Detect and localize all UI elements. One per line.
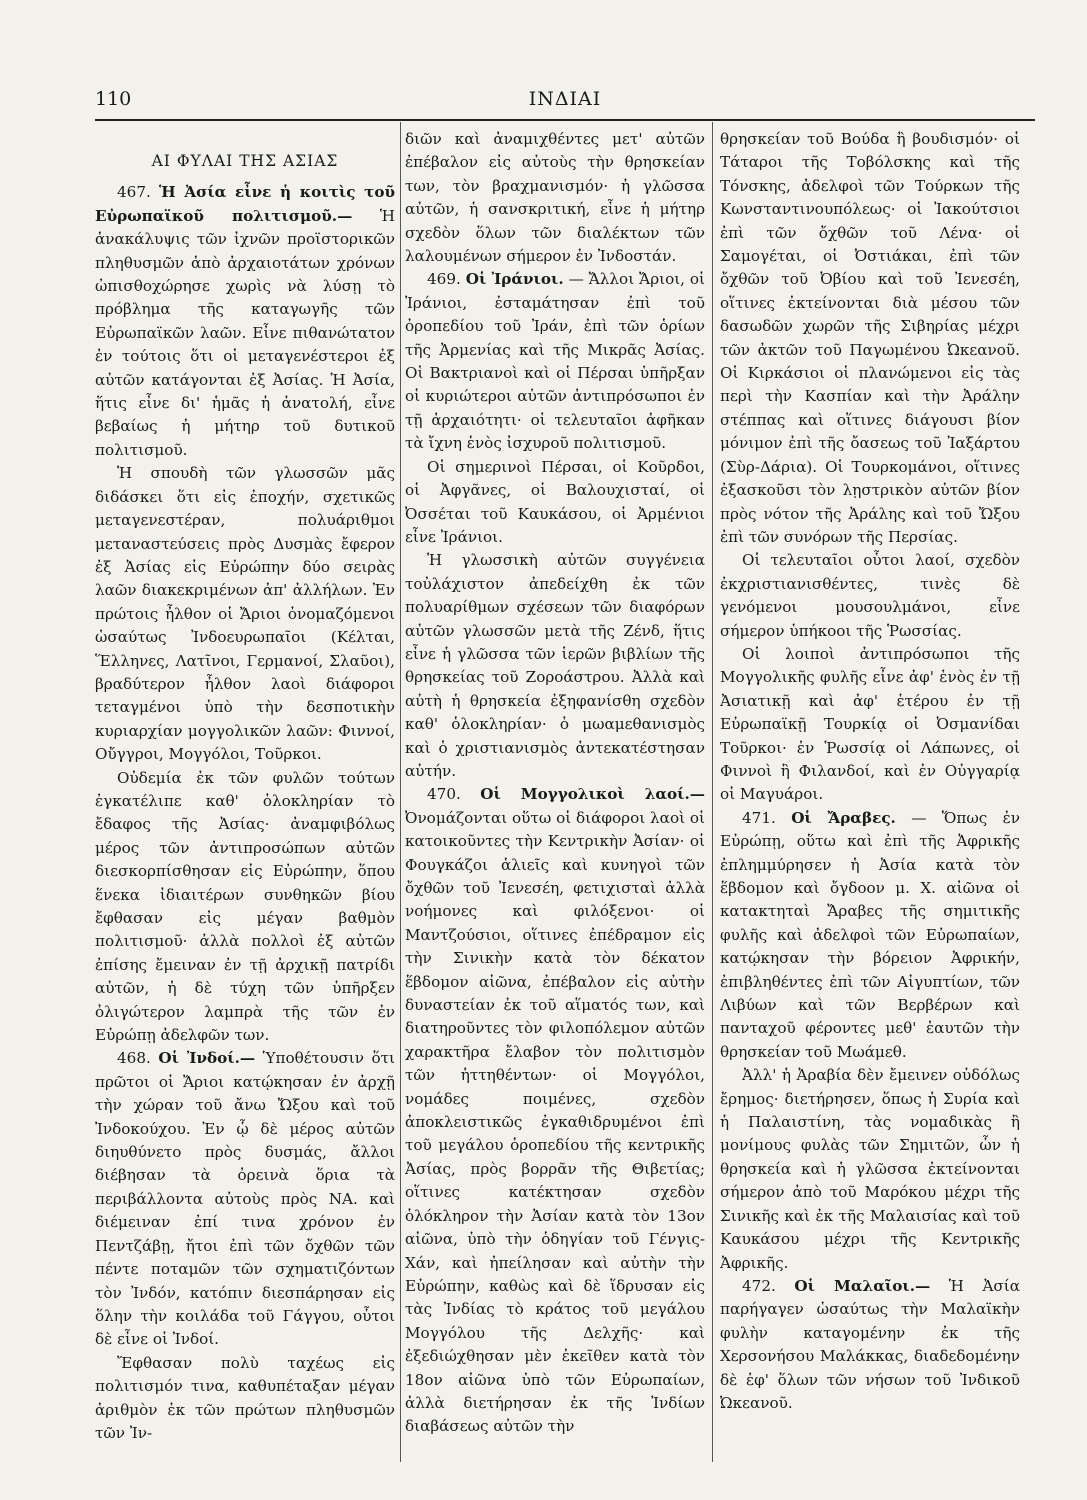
paragraph-number: 468. <box>117 1049 151 1068</box>
paragraph-heading: Οἱ Ἰράνιοι. <box>465 270 564 289</box>
paragraph: Οἱ σημερινοὶ Πέρσαι, οἱ Κοῦρδοι, οἱ Ἀφγᾶνες, οἱ Βαλουχισταί, οἱ Ὀσσέται τοῦ Καυκάσου, οἱ Ἀρμένιοι εἶνε Ἰράνιοι. <box>405 457 705 546</box>
running-title: ΙΝΔΙΑΙ <box>528 88 602 110</box>
paragraph-number: 469. <box>427 270 461 289</box>
column-2 <box>405 128 705 1458</box>
paragraph-text: Ἡ Ἀσία παρήγαγεν ὡσαύτως τὴν Μαλαϊκὴν φυλὴν καταγομένην ἐκ τῆς Χερσονήσου Μαλάκκας, διαδεδομένην δὲ ἐφ' ὅλων τῶν νήσων τοῦ Ἰνδικοῦ Ὠκεανοῦ. <box>720 1276 1020 1412</box>
paragraph: Ἔφθασαν πολὺ ταχέως εἰς πολιτισμόν τινα, καθυπέταξαν μέγαν ἀριθμὸν ἐκ τῶν πρώτων πληθυσμῶν τῶν Ἰν- <box>95 1353 395 1442</box>
paragraph-text: — Ἄλλοι Ἄριοι, οἱ Ἰράνιοι, ἐσταμάτησαν ἐπὶ τοῦ ὀροπεδίου τοῦ Ἰράν, ἐπὶ τῶν ὁρίων τῆς Ἀρμενίας καὶ τῆς Μικρᾶς Ἀσίας. Οἱ Βακτριανοὶ καὶ οἱ Πέρσαι ὑπῆρξαν οἱ κυριώτεροι αὐτῶν ἀντιπρόσωποι ἐν τῇ ἀρχαιότητι· οἱ τελευταῖοι ἀφῆκαν τὰ ἴχνη ἑνὸς ἰσχυροῦ πολιτισμοῦ. <box>405 270 705 453</box>
paragraph: Ἡ γλωσσικὴ αὐτῶν συγγένεια τοὐλάχιστον ἀπεδείχθη ἐκ τῶν πολυαρίθμων σχέσεων τῶν διαφόρων αὐτῶν γλωσσῶν μετὰ τῆς Ζένδ, ἥτις εἶνε ἡ γλῶσσα τῶν ἱερῶν βιβλίων τῆς θρησκείας τοῦ Ζοροάστρου. Ἀλλὰ καὶ αὐτὴ ἡ θρησκεία ἐξηφανίσθη σχεδὸν καθ' ὁλοκληρίαν· ὁ μωαμεθανισμὸς καὶ ὁ χριστιανισμὸς ἀντεκατέστησαν αὐτήν. <box>405 551 705 780</box>
paragraph-467 <box>95 181 395 462</box>
paragraph-heading: Ἡ Ἀσία εἶνε ἡ κοιτὶς τοῦ Εὐρωπαϊκοῦ πολιτισμοῦ.— <box>95 183 395 225</box>
paragraph-471 <box>720 807 1020 1064</box>
page-number: 110 <box>95 88 132 110</box>
paragraph-heading: Οἱ Μογγολικοὶ λαοί.— <box>480 785 705 804</box>
paragraph-472 <box>720 1275 1020 1415</box>
paragraph-text: Ἡ ἀνακάλυψις τῶν ἰχνῶν προϊστορικῶν πληθυσμῶν ἀπὸ ἀρχαιοτάτων χρόνων ὠπισθοχώρησε χωρὶς νὰ λύσῃ τὸ πρόβλημα τῆς καταγωγῆς τῶν Εὐρωπαϊκῶν λαῶν. Εἶνε πιθανώτατον ἐν τούτοις ὅτι οἱ μεταγενέστεροι ἐξ αὐτῶν κατάγονται ἐξ Ἀσίας. Ἡ Ἀσία, ἥτις εἶνε δι' ἡμᾶς ἡ ἀνατολή, εἶνε βεβαίως ἡ μήτηρ τοῦ δυτικοῦ πολιτισμοῦ. <box>95 206 395 459</box>
column-3 <box>720 128 1020 1458</box>
paragraph-heading: Οἱ Μαλαῖοι.— <box>794 1276 931 1295</box>
paragraph-number: 471. <box>742 808 776 827</box>
column-divider <box>712 122 713 1462</box>
paragraph: Οἱ τελευταῖοι οὗτοι λαοί, σχεδὸν ἐκχριστιανισθέντες, τινὲς δὲ γενόμενοι μουσουλμάνοι, εἶνε σήμερον ὑπήκοοι τῆς Ῥωσσίας. <box>720 551 1020 640</box>
paragraph-number: 467. <box>117 183 151 202</box>
paragraph-468 <box>95 1047 395 1351</box>
page-header <box>95 88 1035 118</box>
paragraph-number: 470. <box>427 785 461 804</box>
paragraph-text: — Ὅπως ἐν Εὐρώπῃ, οὕτω καὶ ἐπὶ τῆς Ἀφρικῆς ἐπλημμύρησεν ἡ Ἀσία κατὰ τὸν ἕβδομον καὶ ὄγδοον μ. Χ. αἰῶνα οἱ κατακτηταὶ Ἄραβες τῆς σημιτικῆς φυλῆς καὶ ἀδελφοὶ τῶν Εὐρωπαίων, κατῴκησαν τὴν βόρειον Ἀφρικήν, ἐπιβληθέντες ἐπὶ τῶν Αἰγυπτίων, τῶν Λιβύων καὶ τῶν Βερβέρων καὶ πανταχοῦ φέροντες μεθ' ἑαυτῶν τὴν θρησκείαν τοῦ Μωάμεθ. <box>720 808 1020 1061</box>
paragraph-text: Ὀνομάζονται οὕτω οἱ διάφοροι λαοὶ οἱ κατοικοῦντες τὴν Κεντρικὴν Ἀσίαν· οἱ Φουγκάζοι ἁλιεῖς καὶ κυνηγοὶ τῶν ὄχθῶν τοῦ Ἰενεσέη, φετιχισταὶ ἀλλὰ νοήμονες καὶ φιλόξενοι· οἱ Μαντζούσιοι, οἵτινες ἐπέδραμον εἰς τὴν Σινικὴν κατὰ τὸν δέκατον ἕβδομον αἰῶνα, ἐπέβαλον εἰς αὐτὴν δυναστείαν ἐκ τοῦ αἵματός των, καὶ διατηροῦντες τὸν φιλοπόλεμον αὐτῶν χαρακτῆρα ἔλαβον τὸν πολιτισμὸν τῶν ἡττηθέντων· οἱ Μογγόλοι, νομάδες ποιμένες, σχεδὸν ἀποκλειστικῶς ἐγκαθιδρυμένοι ἐπὶ τοῦ μεγάλου ὀροπεδίου τῆς κεντρικῆς Ἀσίας, πρὸς βορρᾶν τῆς Θιβετίας; οἵτινες κατέκτησαν σχεδὸν ὁλόκληρον τὴν Ἀσίαν κατὰ τὸν 13ον αἰῶνα, ὑπὸ τὴν ὁδηγίαν τοῦ Γένγις-Χάν, καὶ ἠπείλησαν καὶ αὐτὴν τὴν Εὐρώπην, καθὼς καὶ δὲ ἵδρυσαν εἰς τὰς Ἰνδίας τὸ κράτος τοῦ μεγάλου Μογγόλου τῆς Δελχῆς· καὶ ἐξεδιώχθησαν μὲν ἐκεῖθεν κατὰ τὸν 18ον αἰῶνα ὑπὸ τῶν Εὐρωπαίων, ἀλλὰ διετήρησαν ἐκ τῆς Ἰνδίων διαβάσεως αὐτῶν τὴν <box>405 808 705 1436</box>
paragraph-470 <box>405 783 705 1438</box>
paragraph-text: Ὑποθέτουσιν ὅτι πρῶτοι οἱ Ἄριοι κατῴκησαν ἐν ἀρχῇ τὴν χώραν τοῦ ἄνω Ὤξου καὶ τοῦ Ἰνδοκούχου. Ἐν ᾧ δὲ μέρος αὐτῶν διηυθύνετο πρὸς δυσμάς, ἄλλοι διέβησαν τὰ ὀρεινὰ ὅρια τὰ περιβάλλοντα αὐτοὺς πρὸς ΝΑ. καὶ διέμειναν ἐπί τινα χρόνον ἐν Πεντζάβῃ, ἤτοι ἐπὶ τῶν ὄχθῶν τῶν πέντε ποταμῶν τῶν σχηματιζόντων τὸν Ἰνδόν, κατόπιν διεσπάρησαν εἰς ὅλην τὴν κοιλάδα τοῦ Γάγγου, οὗτοι δὲ εἶνε οἱ Ἰνδοί. <box>95 1049 395 1349</box>
paragraph: θρησκείαν τοῦ Βούδα ἢ βουδισμόν· οἱ Τάταροι τῆς Τοβόλσκης καὶ τῆς Τόνσκης, ἀδελφοὶ τῶν Τούρκων τῆς Κωνσταντινουπόλεως· οἱ Ἰακούτσιοι ἐπὶ τῶν ὄχθῶν τοῦ Λένα· οἱ Σαμογέται, οἱ Ὀστιάκαι, ἐπὶ τῶν ὄχθῶν τοῦ Ὀβίου καὶ τοῦ Ἰενεσέη, οἵτινες ἐκτείνονται διὰ μέσου τῶν δασωδῶν χωρῶν τῆς Σιβηρίας μέχρι τῶν ἀκτῶν τοῦ Παγωμένου Ὠκεανοῦ. Οἱ Κιρκάσιοι οἱ πλανώμενοι εἰς τὰς περὶ τὴν Κασπίαν καὶ τὴν Ἀράλην στέππας καὶ οἵτινες διάγουσι βίον μόνιμον ἐπὶ τῆς ὄασεως τοῦ Ἰαξάρτου (Σὺρ-Δάρια). Οἱ Τουρκομάνοι, οἵτινες ἐξασκοῦσι τὸν λῃστρικὸν αὐτῶν βίον πρὸς νότον τῆς Ἀράλης καὶ τοῦ Ὤξου ἐπὶ τῶν συνόρων τῆς Περσίας. <box>720 130 1020 546</box>
column-1 <box>95 128 395 1458</box>
paragraph-469 <box>405 268 705 455</box>
paragraph-heading: Οἱ Ἄραβες. <box>791 808 896 827</box>
header-rule <box>95 119 1035 121</box>
section-title: ΑΙ ΦΥΛΑΙ ΤΗΣ ΑΣΙΑΣ <box>151 152 339 170</box>
paragraph-heading: Οἱ Ἰνδοί.— <box>158 1049 256 1068</box>
paragraph: διῶν καὶ ἀναμιχθέντες μετ' αὐτῶν ἐπέβαλον εἰς αὐτοὺς τὴν θρησκείαν των, τὸν βραχμανισμόν· ἡ γλῶσσα αὐτῶν, ἡ σανσκριτική, εἶνε ἡ μήτηρ σχεδὸν ὅλων τῶν διαλέκτων τῶν λαλουμένων σήμερον ἐν Ἰνδοστάν. <box>405 130 705 266</box>
column-divider <box>400 122 401 1462</box>
paragraph: Ἡ σπουδὴ τῶν γλωσσῶν μᾶς διδάσκει ὅτι εἰς ἐποχήν, σχετικῶς μεταγενεστέραν, πολυάριθμοι μεταναστεύσεις πρὸς Δυσμὰς ἔφερον ἐξ Ἀσίας εἰς Εὐρώπην δύο σειρὰς λαῶν διακεκριμένων ἀπ' ἀλλήλων. Ἐν πρώτοις ἦλθον οἱ Ἄριοι ὀνομαζόμενοι ὡσαύτως Ἰνδοευρωπαῖοι (Κέλται, Ἕλληνες, Λατῖνοι, Γερμανοί, Σλαῦοι), βραδύτερον ἦλθον λαοὶ διάφοροι τεταγμένοι ὑπὸ τὴν δεσποτικὴν κυριαρχίαν μογγολικῶν λαῶν: Φιννοί, Οὔγγροι, Μογγόλοι, Τοῦρκοι. <box>95 464 395 764</box>
paragraph: Οἱ λοιποὶ ἀντιπρόσωποι τῆς Μογγολικῆς φυλῆς εἶνε ἀφ' ἑνὸς ἐν τῇ Ἀσιατικῇ καὶ ἀφ' ἑτέρου ἐν τῇ Εὐρωπαϊκῇ Τουρκίᾳ οἱ Ὀσμανίδαι Τοῦρκοι· ἐν Ῥωσσίᾳ οἱ Λάπωνες, οἱ Φιννοὶ ἢ Φιλανδοί, καὶ ἐν Οὐγγαρίᾳ οἱ Μαγυάροι. <box>720 644 1020 804</box>
paragraph: Οὐδεμία ἐκ τῶν φυλῶν τούτων ἐγκατέλιπε καθ' ὁλοκληρίαν τὸ ἔδαφος τῆς Ἀσίας· ἀναμφιβόλως μέρος τῶν ἀντιπροσώπων αὐτῶν διεσκορπίσθησαν εἰς Εὐρώπην, ὅπου ἕνεκα ἰδιαιτέρων συνθηκῶν βίου ἔφθασαν εἰς μέγαν βαθμὸν πολιτισμοῦ· ἀλλὰ πολλοὶ ἐξ αὐτῶν ἐπίσης ἔμειναν ἐν τῇ ἀρχικῇ πατρίδι αὐτῶν, ἡ δὲ τύχη τῶν ὑπῆρξεν ὀλιγώτερον λαμπρὰ τῆς τῶν ἐν Εὐρώπῃ ἀδελφῶν των. <box>95 768 395 1045</box>
paragraph: Ἀλλ' ἡ Ἀραβία δὲν ἔμεινεν οὐδόλως ἔρημος· διετήρησεν, ὅπως ἡ Συρία καὶ ἡ Παλαιστίνη, τὰς νομαδικὰς ἢ μονίμους φυλὰς τῶν Σημιτῶν, ὧν ἡ θρησκεία καὶ ἡ γλῶσσα ἐκτείνονται σήμερον ἀπὸ τοῦ Μαρόκου μέχρι τῆς Σινικῆς καὶ ἐκ τῆς Μαλαισίας καὶ τοῦ Καυκάσου μέχρι τῆς Κεντρικῆς Ἀφρικῆς. <box>720 1066 1020 1272</box>
paragraph-number: 472. <box>742 1276 776 1295</box>
